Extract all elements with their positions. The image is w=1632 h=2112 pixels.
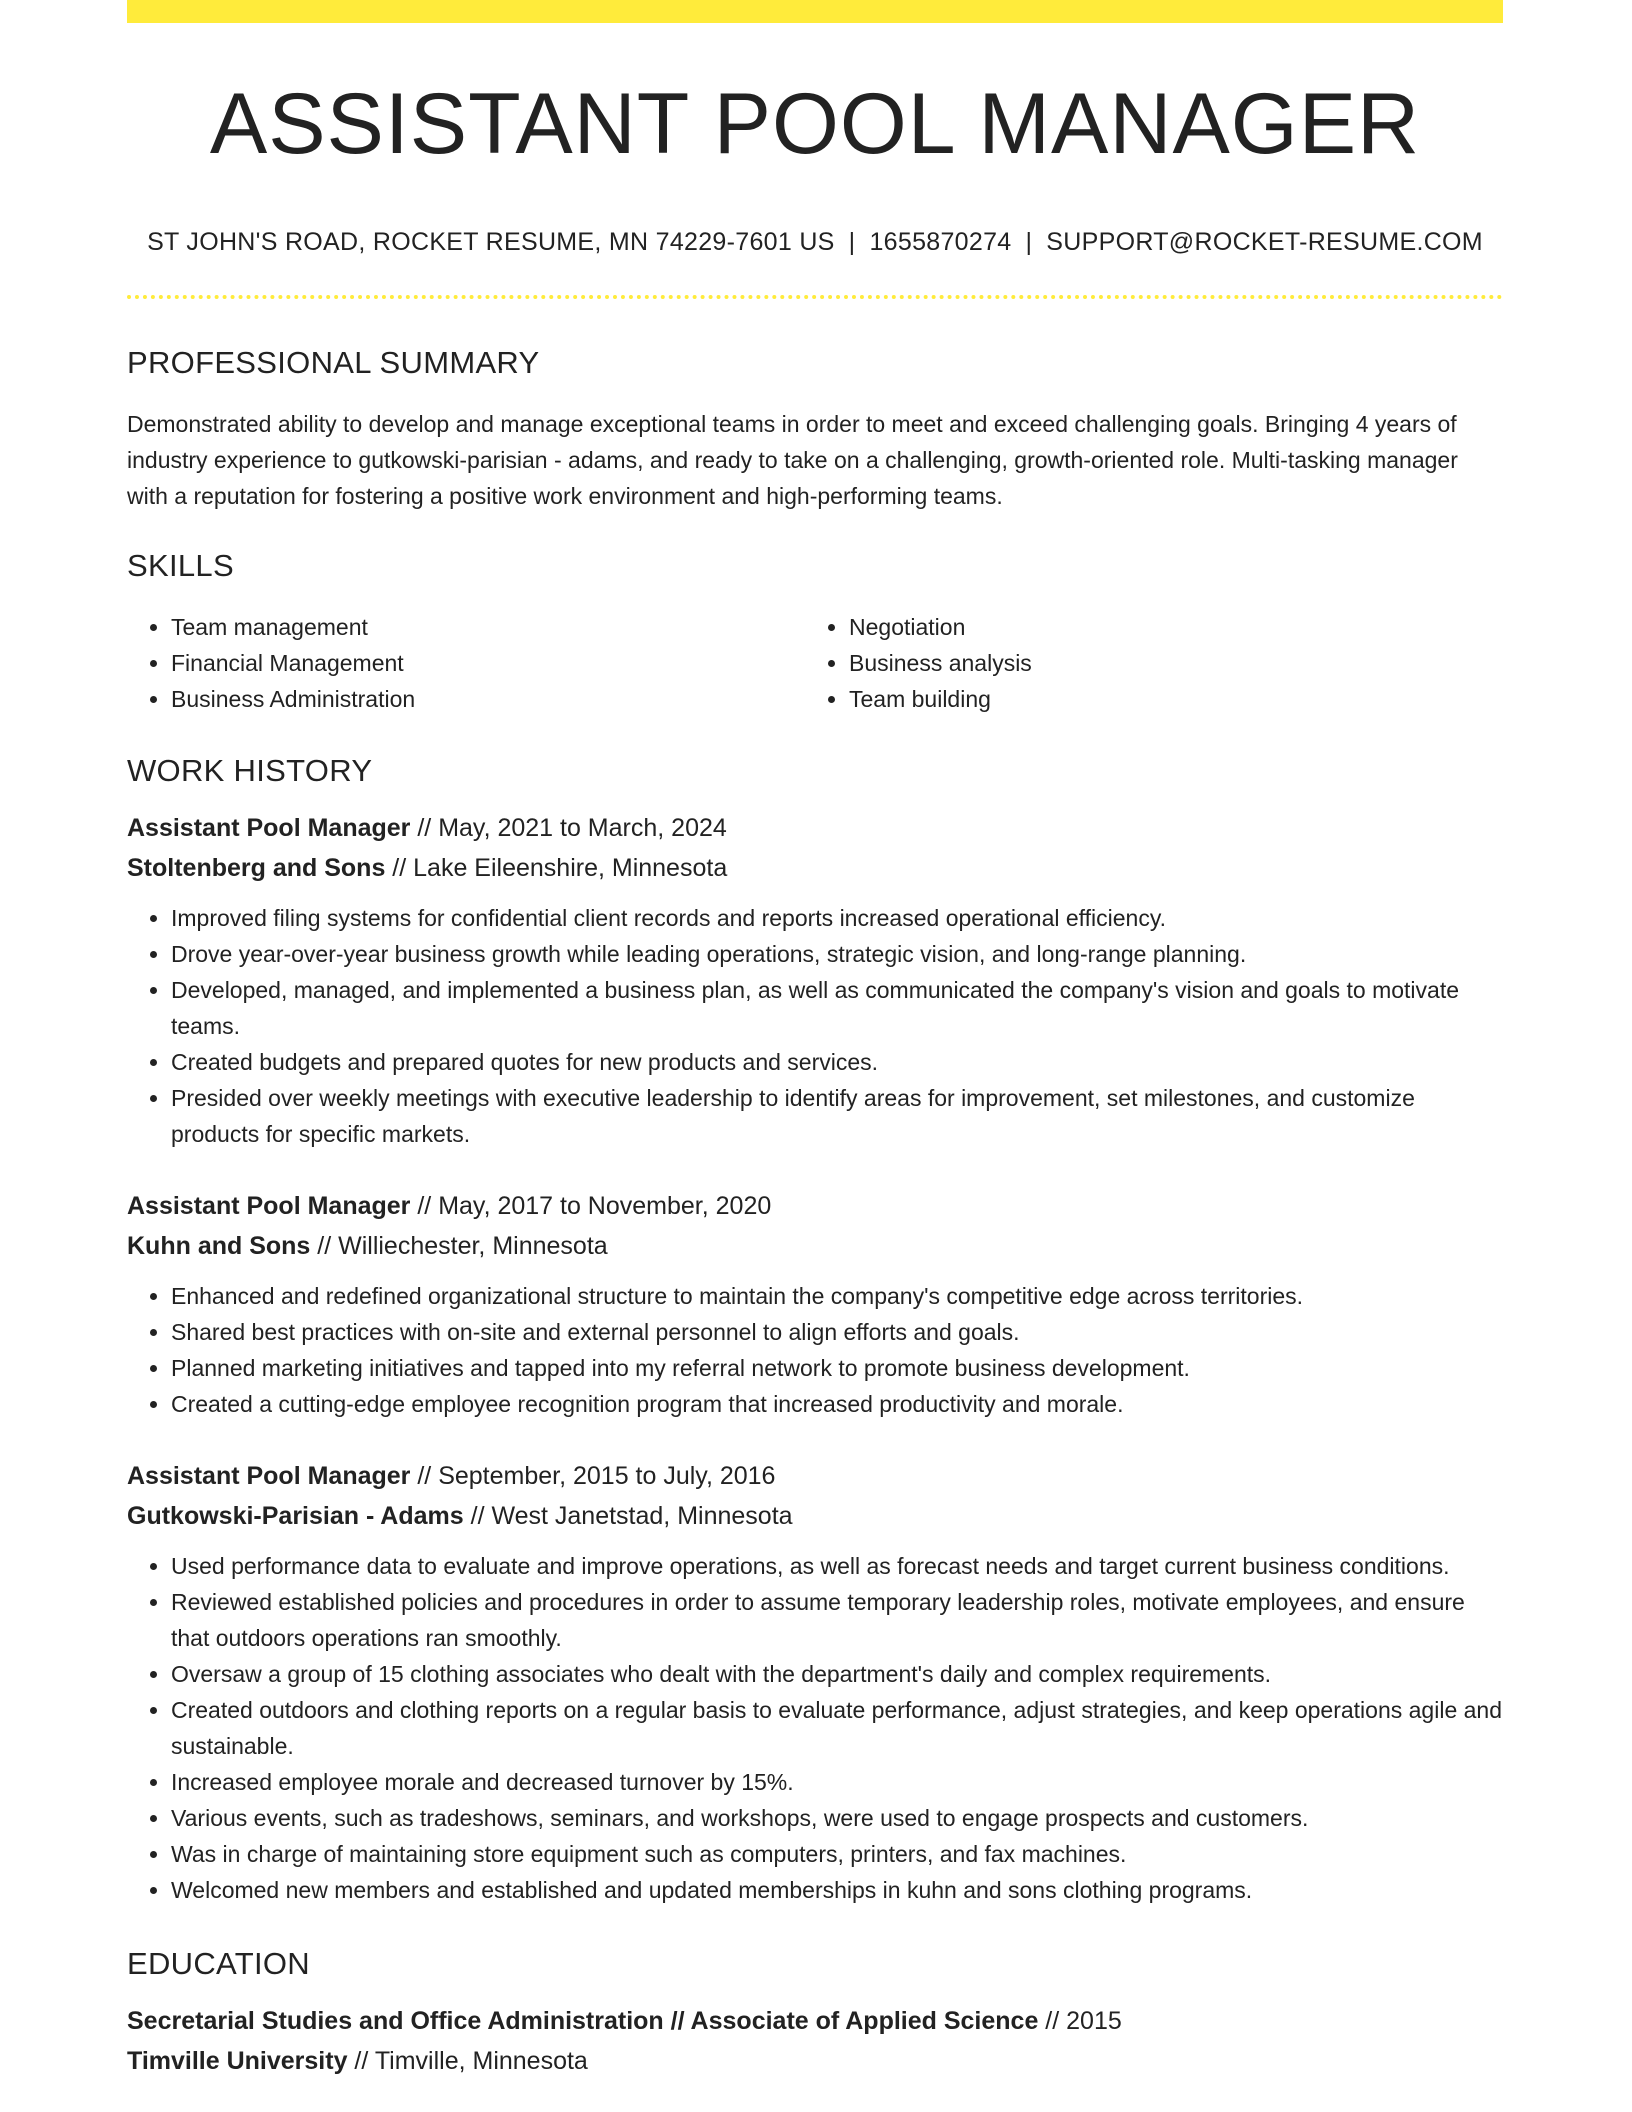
job-company-line [127,1496,1503,1536]
job-position: Assistant Pool Manager [127,1462,411,1490]
contact-line [127,227,1503,257]
education-degree-line [127,2001,1503,2041]
job-title-line [127,808,1503,848]
job-company-line [127,1226,1503,1266]
skills-heading: SKILLS [127,548,234,583]
job-entry [127,1186,1503,1422]
job-bullets [127,1278,1503,1422]
education-school-line [127,2041,1503,2081]
job-bullet: • Planned marketing initiatives and tapped into my referral network to promote business development. [171,1350,1503,1386]
job-entry [127,1456,1503,1908]
skill-item: • Team building [849,681,1483,717]
job-location: // West Janetstad, Minnesota [463,1502,793,1530]
education-location: // Timville, Minnesota [347,2047,588,2075]
job-bullet: • Created outdoors and clothing reports on a regular basis to evaluate performance, adjust strategies, and keep operations agile and sustainable. [171,1692,1503,1764]
skill-item: • Financial Management [171,645,805,681]
job-dates: // May, 2017 to November, 2020 [410,1192,772,1220]
education-school: Timville University [127,2047,348,2075]
job-bullet: • Welcomed new members and established and updated memberships in kuhn and sons clothing programs. [171,1872,1503,1908]
job-bullet: • Various events, such as tradeshows, seminars, and workshops, were used to engage prospects and customers. [171,1800,1503,1836]
resume-name: ASSISTANT POOL MANAGER [209,76,1421,172]
work-history-heading: WORK HISTORY [127,753,373,788]
job-bullet: • Oversaw a group of 15 clothing associates who dealt with the department's daily and complex requirements. [171,1656,1503,1692]
education-degree: Secretarial Studies and Office Administration // Associate of Applied Science [127,2007,1039,2035]
job-location: // Lake Eileenshire, Minnesota [385,854,728,882]
skill-item: • Business analysis [849,645,1483,681]
job-dates: // September, 2015 to July, 2016 [410,1462,776,1490]
job-bullet: • Improved filing systems for confidential client records and reports increased operational efficiency. [171,900,1503,936]
contact-address: ST JOHN'S ROAD, ROCKET RESUME, MN 74229-7601 US [147,228,835,256]
contact-email: SUPPORT@ROCKET-RESUME.COM [1046,228,1483,256]
job-position: Assistant Pool Manager [127,814,411,842]
education-year: // 2015 [1038,2007,1122,2035]
job-company: Gutkowski-Parisian - Adams [127,1502,464,1530]
job-location: // Williechester, Minnesota [310,1232,608,1260]
job-bullet: • Drove year-over-year business growth while leading operations, strategic vision, and long-range planning. [171,936,1503,972]
skill-item: • Business Administration [171,681,805,717]
skill-item: • Negotiation [849,609,1483,645]
skill-item: • Team management [171,609,805,645]
job-title-line [127,1456,1503,1496]
job-bullet: • Created a cutting-edge employee recognition program that increased productivity and morale. [171,1386,1503,1422]
accent-top-bar [127,0,1503,23]
job-bullets [127,1548,1503,1908]
job-bullet: • Was in charge of maintaining store equipment such as computers, printers, and fax machines. [171,1836,1503,1872]
skills-list [127,609,1503,717]
job-dates: // May, 2021 to March, 2024 [410,814,727,842]
job-bullet: • Used performance data to evaluate and improve operations, as well as forecast needs and target current business conditions. [171,1548,1503,1584]
job-title-line [127,1186,1503,1226]
job-entry [127,808,1503,1152]
skills-column-left [127,609,805,717]
contact-phone: 1655870274 [869,228,1012,256]
job-bullet: • Reviewed established policies and procedures in order to assume temporary leadership roles, motivate employees, and ensure that outdoors operations ran smoothly. [171,1584,1503,1656]
job-bullet: • Shared best practices with on-site and external personnel to align efforts and goals. [171,1314,1503,1350]
job-company: Kuhn and Sons [127,1232,311,1260]
resume-page [127,0,1503,2081]
skills-column-right [805,609,1483,717]
dotted-divider [127,295,1503,299]
job-bullet: • Presided over weekly meetings with executive leadership to identify areas for improvement, set milestones, and customize products for specific markets. [171,1080,1503,1152]
job-company-line [127,848,1503,888]
education-heading: EDUCATION [127,1946,310,1981]
summary-heading: PROFESSIONAL SUMMARY [127,345,540,380]
job-bullet: • Enhanced and redefined organizational structure to maintain the company's competitive edge across territories. [171,1278,1503,1314]
contact-separator: | [848,228,856,256]
job-company: Stoltenberg and Sons [127,854,386,882]
job-bullet: • Developed, managed, and implemented a business plan, as well as communicated the company's vision and goals to motivate teams. [171,972,1503,1044]
job-bullet: • Increased employee morale and decreased turnover by 15%. [171,1764,1503,1800]
contact-separator: | [1025,228,1033,256]
job-bullet: • Created budgets and prepared quotes for new products and services. [171,1044,1503,1080]
job-position: Assistant Pool Manager [127,1192,411,1220]
job-bullets [127,900,1503,1152]
education-entry [127,2001,1503,2081]
summary-text: Demonstrated ability to develop and manage exceptional teams in order to meet and exceed challenging goals. Bringing 4 years of industry experience to gutkowski-parisian - adams, and ready to take on a challenging, growth-oriented role. Multi-tasking manager with a reputation for fostering a positive work environment and high-performing teams. [127,411,1458,509]
